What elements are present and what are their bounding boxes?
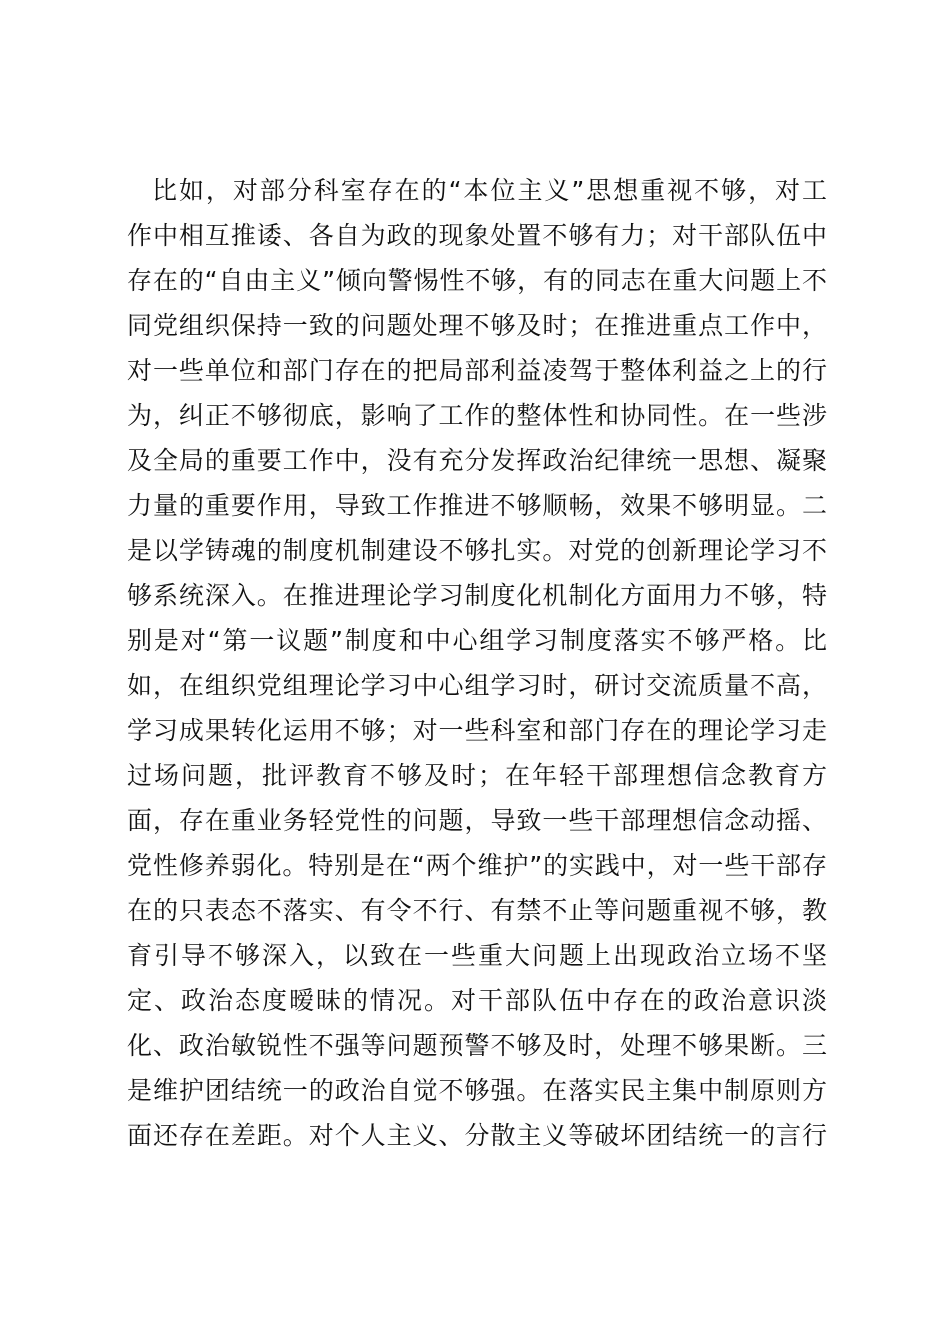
text-line: 作中相互推诿、各自为政的现象处置不够有力；对干部队伍中 xyxy=(127,221,827,250)
text-line: 党性修养弱化。特别是在“两个维护”的实践中，对一些干部存 xyxy=(127,851,827,880)
text-line: 力量的重要作用，导致工作推进不够顺畅，效果不够明显。二 xyxy=(127,491,827,520)
text-line: 比如，对部分科室存在的“本位主义”思想重视不够，对工 xyxy=(152,176,827,205)
text-line: 别是对“第一议题”制度和中心组学习制度落实不够严格。比 xyxy=(127,626,827,655)
text-line: 及全局的重要工作中，没有充分发挥政治纪律统一思想、凝聚 xyxy=(127,446,827,475)
text-line: 育引导不够深入，以致在一些重大问题上出现政治立场不坚 xyxy=(127,941,827,970)
text-line: 对一些单位和部门存在的把局部利益凌驾于整体利益之上的行 xyxy=(127,356,827,385)
text-line: 为，纠正不够彻底，影响了工作的整体性和协同性。在一些涉 xyxy=(127,401,827,430)
text-line: 化、政治敏锐性不强等问题预警不够及时，处理不够果断。三 xyxy=(127,1031,827,1060)
body-paragraph xyxy=(127,168,827,1158)
text-line: 是以学铸魂的制度机制建设不够扎实。对党的创新理论学习不 xyxy=(127,536,827,565)
text-line: 面还存在差距。对个人主义、分散主义等破坏团结统一的言行 xyxy=(127,1121,827,1150)
text-line: 定、政治态度暧昧的情况。对干部队伍中存在的政治意识淡 xyxy=(127,986,827,1015)
text-line: 在的只表态不落实、有令不行、有禁不止等问题重视不够，教 xyxy=(127,896,827,925)
text-line: 存在的“自由主义”倾向警惕性不够，有的同志在重大问题上不 xyxy=(127,266,827,295)
text-line: 同党组织保持一致的问题处理不够及时；在推进重点工作中， xyxy=(127,311,827,340)
text-line: 面，存在重业务轻党性的问题，导致一些干部理想信念动摇、 xyxy=(127,806,827,835)
text-line: 过场问题，批评教育不够及时；在年轻干部理想信念教育方 xyxy=(127,761,827,790)
text-line: 够系统深入。在推进理论学习制度化机制化方面用力不够，特 xyxy=(127,581,827,610)
text-line: 学习成果转化运用不够；对一些科室和部门存在的理论学习走 xyxy=(127,716,827,745)
text-line: 是维护团结统一的政治自觉不够强。在落实民主集中制原则方 xyxy=(127,1076,827,1105)
text-line: 如，在组织党组理论学习中心组学习时，研讨交流质量不高， xyxy=(127,671,827,700)
